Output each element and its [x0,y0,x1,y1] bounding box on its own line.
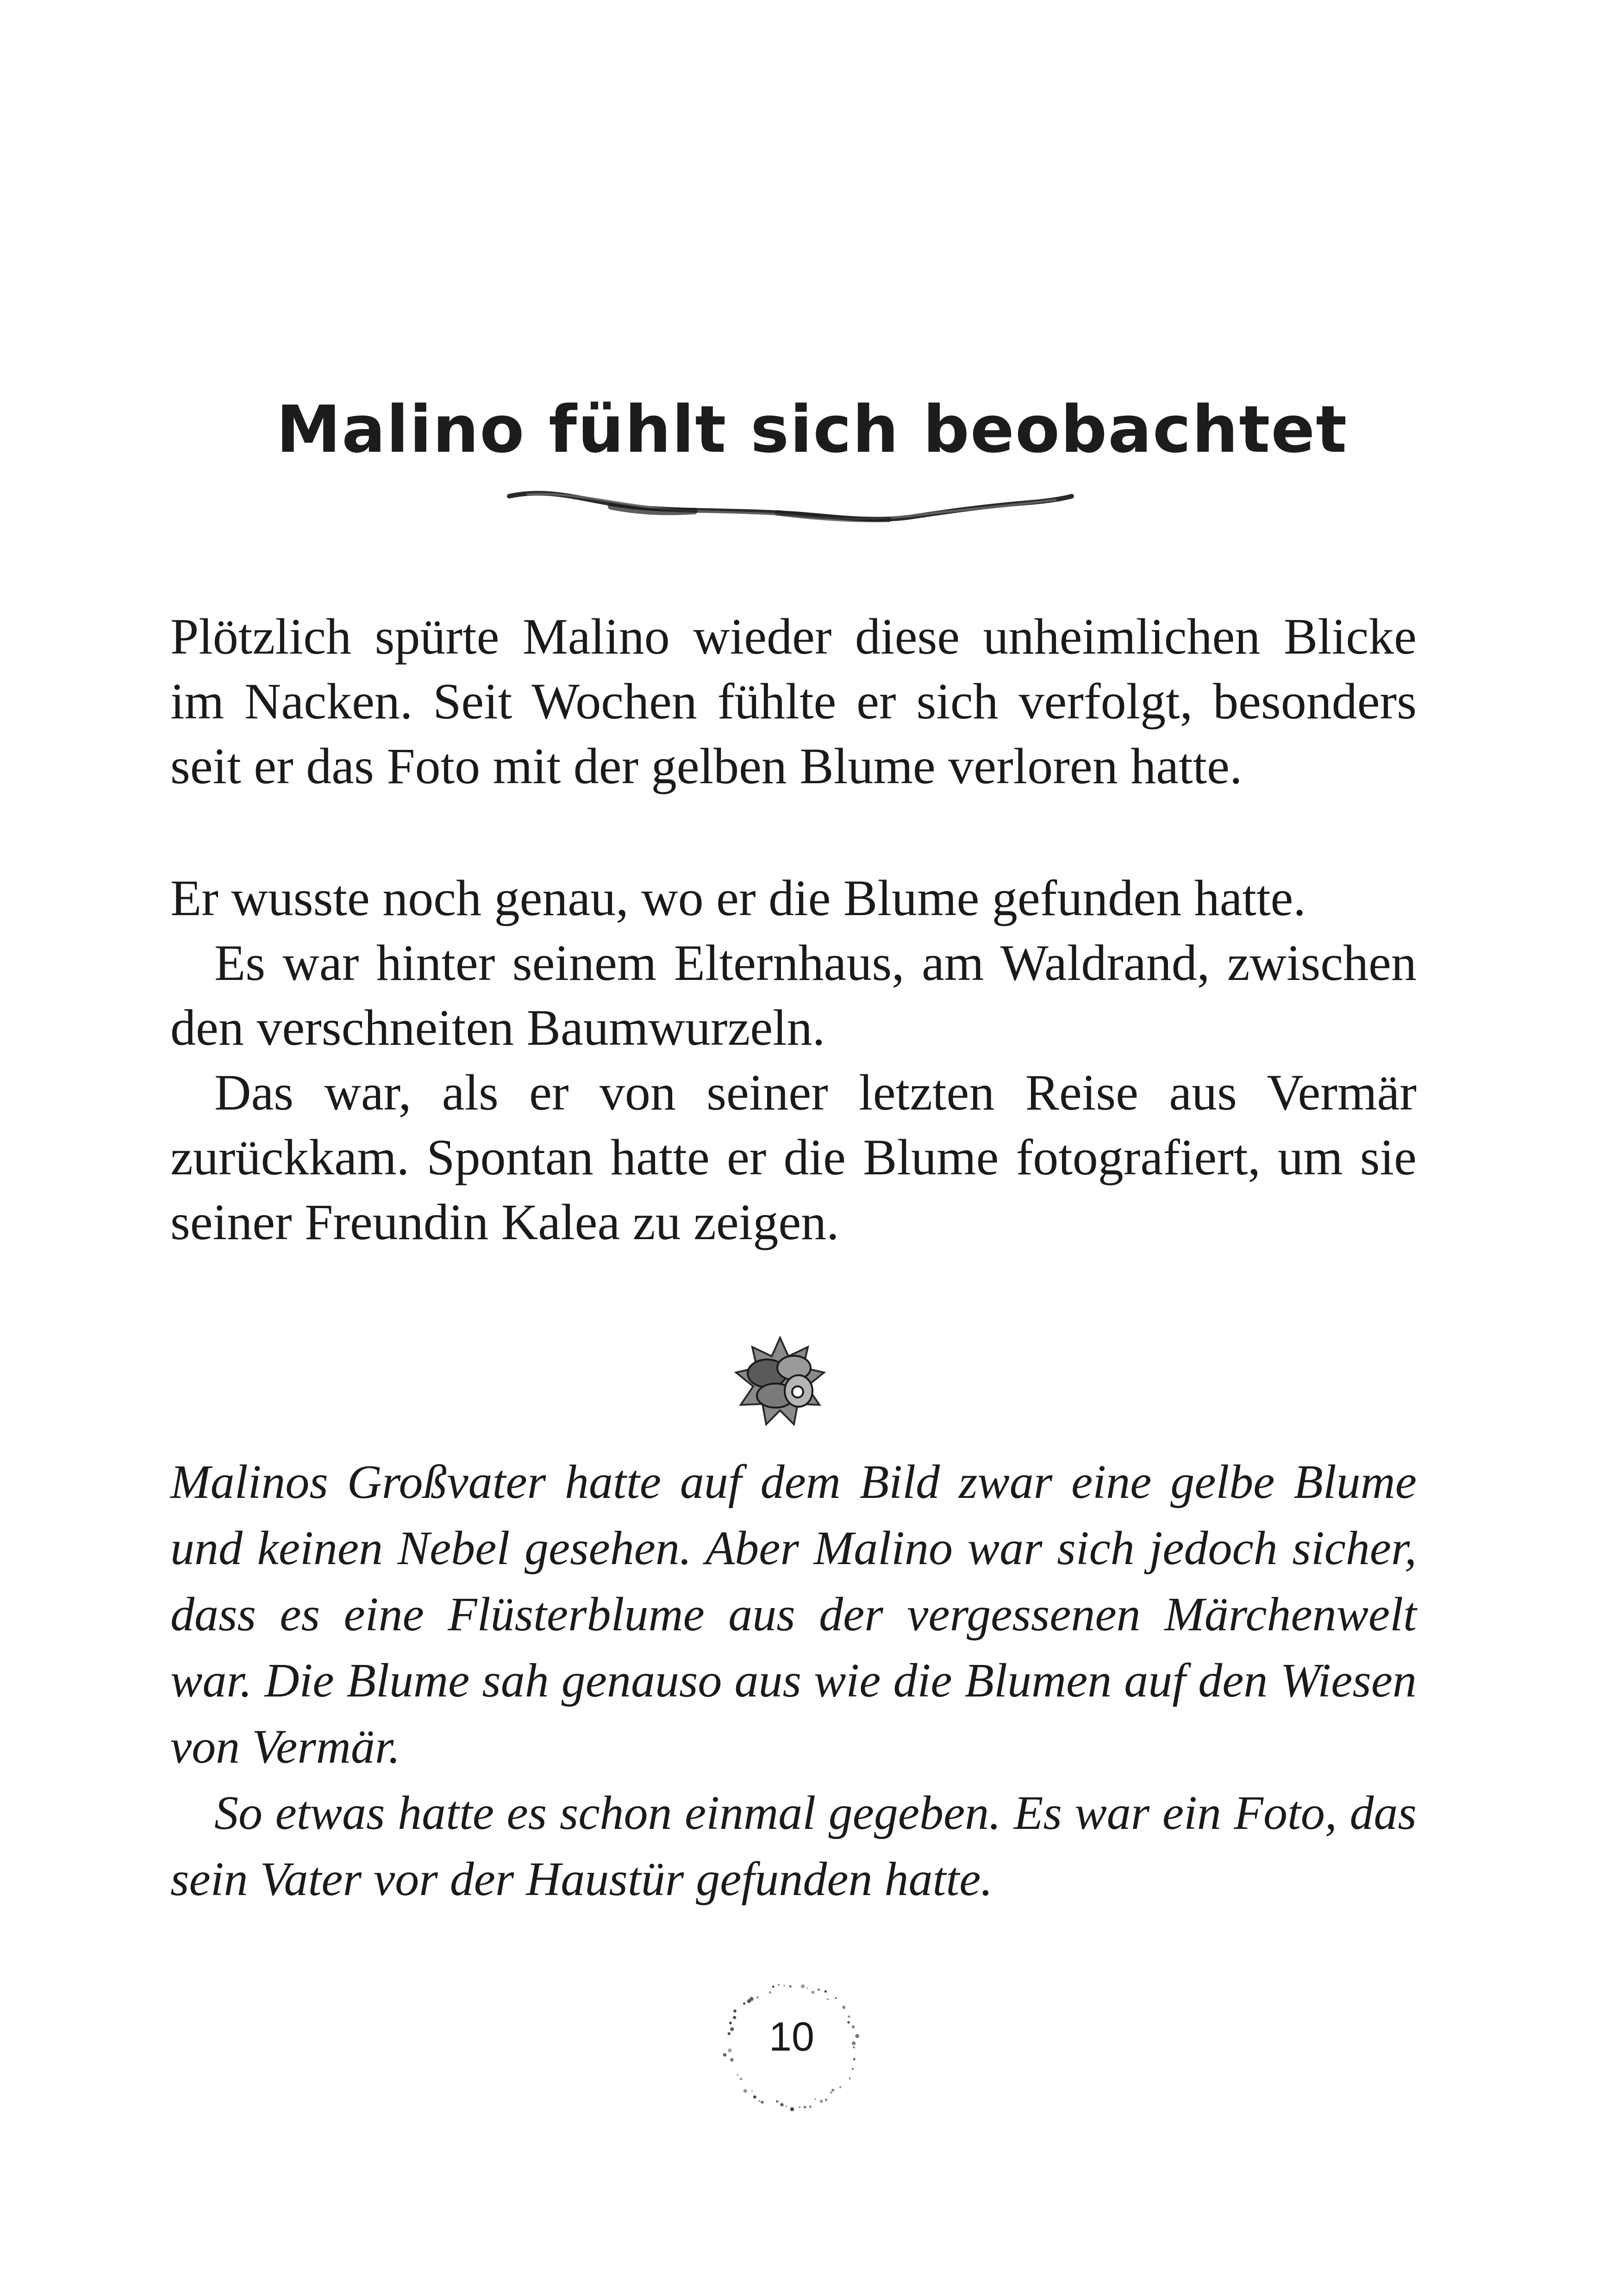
paragraph: Es war hinter seinem Elternhaus, am Waldrand, zwischen den verschneiten Baumwurzeln. [170,935,1417,1056]
page-number: 10 [769,2014,814,2059]
paragraph: Plötzlich spürte Malino wieder diese unheimlichen Blicke im Nacken. Seit Wochen fühlte er sich verfolgt, besonders seit er das Foto mit der gelben Blume verloren hatte. [170,608,1417,794]
brush-stroke-divider [500,468,1079,537]
paragraph-group-3 [170,1449,1417,1912]
chapter-title: Malino fühlt sich beobachtet [276,392,1348,468]
paragraph: So etwas hatte es schon einmal gegeben. Es war ein Foto, das sein Vater vor der Haustür gefunden hatte. [170,1786,1417,1906]
paragraph-group-1 [170,604,1417,798]
paragraph: Er wusste noch genau, wo er die Blume gefunden hatte. [170,870,1306,926]
flower-ornament-icon [729,1333,831,1430]
paragraph: Das war, als er von seiner letzten Reise aus Vermär zurückkam. Spontan hatte er die Blume fotografiert, um sie seiner Freundin Kalea zu zeigen. [170,1064,1417,1250]
paragraph: Malinos Großvater hatte auf dem Bild zwar eine gelbe Blume und keinen Nebel gesehen. Aber Malino war sich jedoch sicher, dass es eine Flüsterblume aus der vergessenen Märchenwelt war. Die Blume sah genauso aus wie die Blumen auf den Wiesen von Vermär. [170,1455,1417,1773]
paragraph-group-2 [170,866,1417,1254]
